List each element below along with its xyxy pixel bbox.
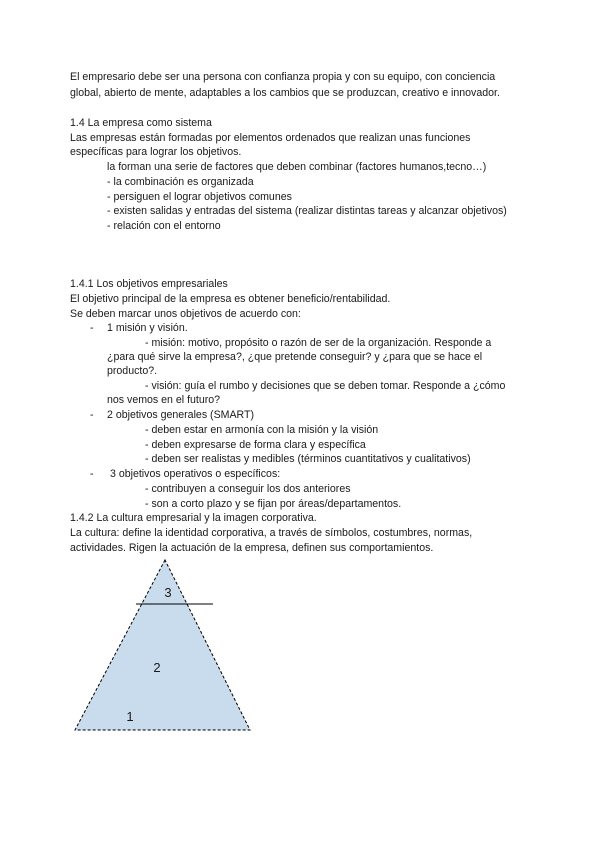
section-1-4-1-heading: 1.4.1 Los objetivos empresariales [70,278,228,290]
pyramid-label-3: 3 [164,585,172,600]
system-item: - persiguen el lograr objetivos comunes [107,191,292,203]
section-1-4-2-heading: 1.4.2 La cultura empresarial y la imagen corporativa. [70,512,317,524]
list-dash: - [90,468,94,480]
mision-line-1: - misión: motivo, propósito o razón de ser de la organización. Responde a [145,337,492,349]
system-item: - existen salidas y entradas del sistema (realizar distintas tareas y alcanzar objetivos) [107,205,507,217]
operative-item: - son a corto plazo y se fijan por áreas/departamentos. [145,498,402,510]
list-dash: - [90,322,94,334]
system-item: - relación con el entorno [107,220,221,232]
system-item: la forman una serie de factores que deben combinar (factores humanos,tecno…) [107,161,487,173]
intro-line-2: global, abierto de mente, adaptables a los cambios que se produzcan, creativo e innovador. [70,87,500,99]
smart-item: - deben expresarse de forma clara y específica [145,439,366,451]
intro-line-1: El empresario debe ser una persona con confianza propia y con su equipo, con conciencia [70,71,496,83]
culture-line-1: La cultura: define la identidad corporativa, a través de símbolos, costumbres, normas, [70,527,473,539]
objective-2-label: 2 objetivos generales (SMART) [107,409,255,421]
objectives-line-1: El objetivo principal de la empresa es obtener beneficio/rentabilidad. [70,293,391,305]
objectives-line-2: Se deben marcar unos objetivos de acuerdo con: [70,308,301,320]
operative-item: - contribuyen a conseguir los dos anteriores [145,483,351,495]
objective-1-label: 1 misión y visión. [107,322,188,334]
smart-item: - deben ser realistas y medibles (términos cuantitativos y cualitativos) [145,453,471,465]
pyramid-label-2: 2 [153,660,161,675]
culture-pyramid-diagram [70,558,260,738]
vision-line-2: nos vemos en el futuro? [107,394,221,406]
section-1-4-para-line-1: Las empresas están formadas por elementos ordenados que realizan unas funciones [70,132,471,144]
pyramid-label-1: 1 [126,709,134,724]
section-1-4-para-line-2: específicas para lograr los objetivos. [70,146,242,158]
mision-line-2: ¿para qué sirve la empresa?, ¿que pretende conseguir? y ¿para que se hace el [107,351,483,363]
culture-line-2: actividades. Rigen la actuación de la empresa, definen sus comportamientos. [70,542,434,554]
mision-line-3: producto?. [107,365,158,377]
list-dash: - [90,409,94,421]
pyramid-triangle [75,560,250,730]
section-1-4-heading: 1.4 La empresa como sistema [70,117,212,129]
system-item: - la combinación es organizada [107,176,254,188]
vision-line-1: - visión: guía el rumbo y decisiones que se deben tomar. Responde a ¿cómo [145,380,506,392]
objective-3-label: 3 objetivos operativos o específicos: [110,468,281,480]
smart-item: - deben estar en armonía con la misión y la visión [145,424,379,436]
